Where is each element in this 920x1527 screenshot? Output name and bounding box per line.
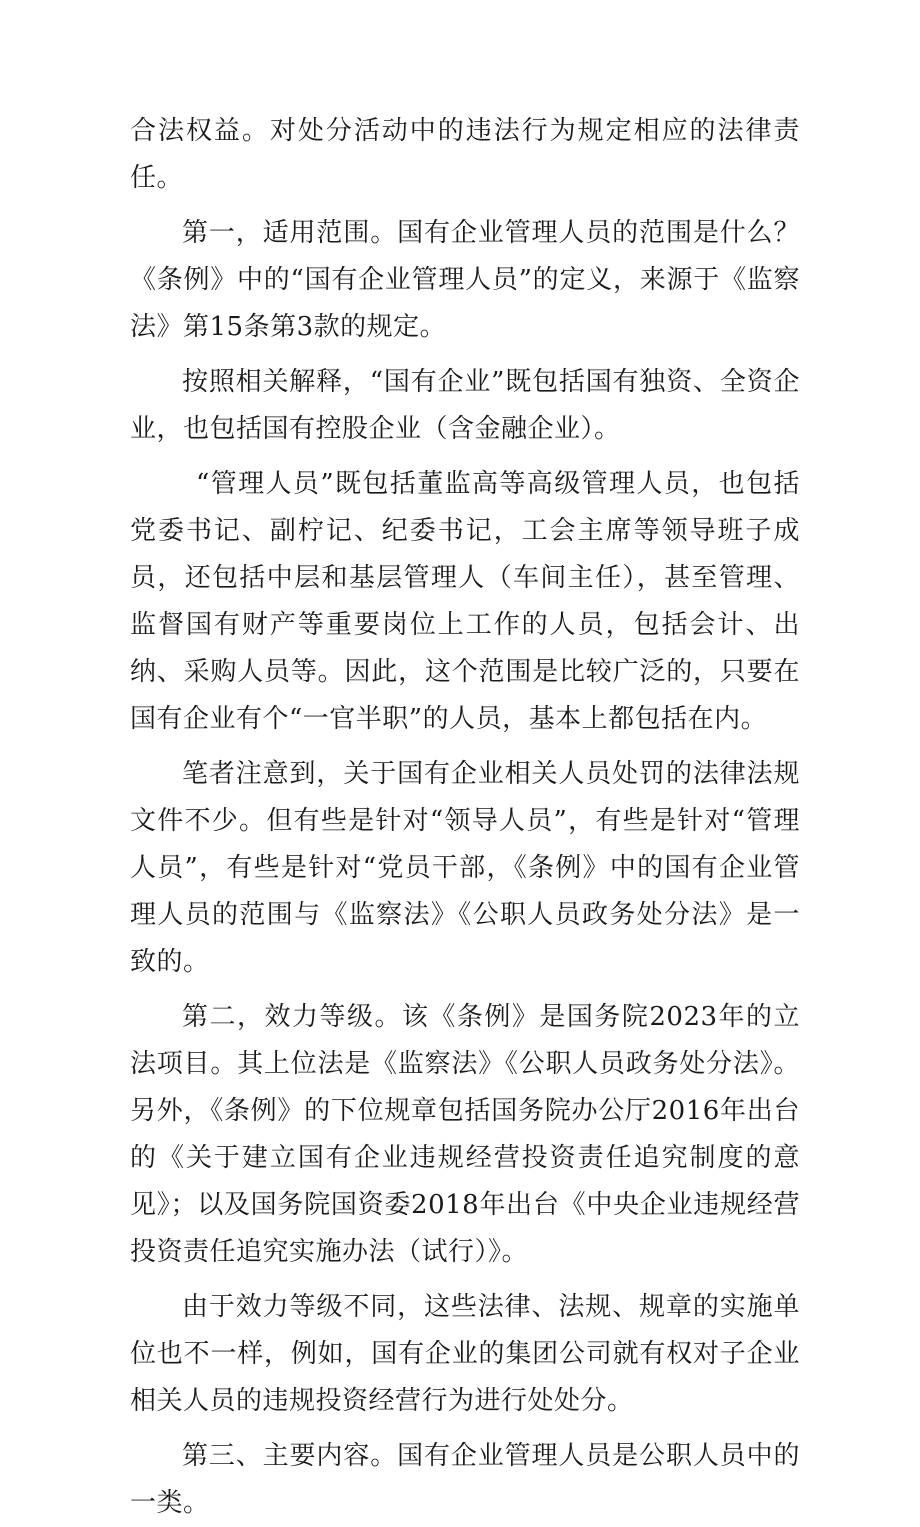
paragraph-gap (130, 743, 800, 751)
paragraph-legal-level: 第二，效力等级。该《条例》是国务院2023年的立法项目。其上位法是《监察法》《公职人员政务处分法》。另外，《条例》的下位规章包括国务院办公厅2016年出台的《关于建立国有企业违规经营投资责任追究制度的意见》；以及国务院国资委2018年出台《中央企业违规经营投资责任追究实施办法（试行）》。 (130, 1002, 800, 1267)
paragraph-gap (130, 453, 800, 461)
paragraph-scope: 第一，适用范围。国有企业管理人员的范围是什么？《条例》中的“国有企业管理人员”的定义，来源于《监察法》第15条第3款的规定。 (130, 218, 800, 342)
paragraph-gap (130, 1425, 800, 1433)
paragraph-main-content: 第三、主要内容。国有企业管理人员是公职人员中的一类。 (130, 1441, 800, 1518)
paragraph-continuation: 合法权益。对处分活动中的违法行为规定相应的法律责任。 (130, 116, 800, 193)
document-body (130, 108, 800, 1527)
paragraph-gap (130, 1276, 800, 1284)
paragraph-author-note: 笔者注意到，关于国有企业相关人员处罚的法律法规文件不少。但有些是针对“领导人员”，有些是针对“管理人员”，有些是针对“党员干部，《条例》中的国有企业管理人员的范围与《监察法》《公职人员政务处分法》是一致的。 (130, 759, 800, 977)
paragraph-managers: “管理人员”既包括董监高等高级管理人员，也包括党委书记、副柠记、纪委书记，工会主席等领导班子成员，还包括中层和基层管理人（车间主任），甚至管理、监督国有财产等重要岗位上工作的人员，包括会计、出纳、采购人员等。因此，这个范围是比较广泛的，只要在国有企业有个“一官半职”的人员，基本上都包括在内。 (130, 469, 800, 734)
paragraph-gap (130, 986, 800, 994)
paragraph-implementation: 由于效力等级不同，这些法律、法规、规章的实施单位也不一样，例如，国有企业的集团公司就有权对子企业相关人员的违规投资经营行为进行处处分。 (130, 1292, 800, 1416)
paragraph-gap (130, 202, 800, 210)
paragraph-gap (130, 351, 800, 359)
paragraph-state-enterprise: 按照相关解释，“国有企业”既包括国有独资、全资企业，也包括国有控股企业（含金融企业）。 (130, 367, 800, 444)
